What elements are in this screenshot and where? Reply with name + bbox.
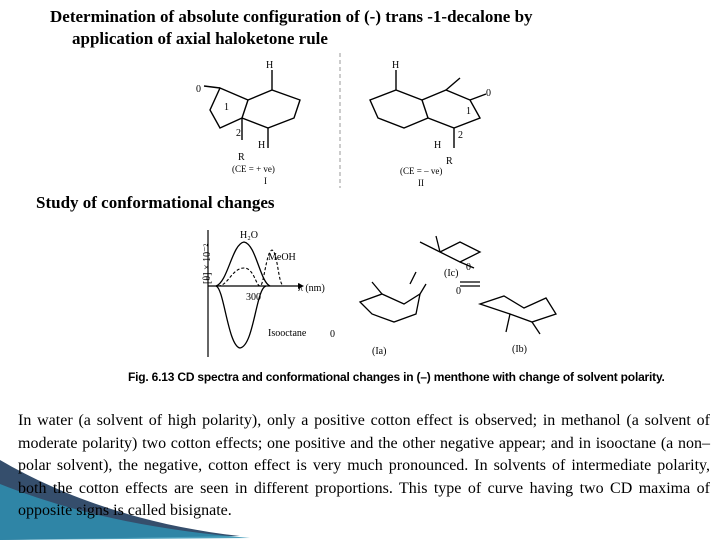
ic-o-label: 0 bbox=[466, 262, 471, 273]
ia-o-label: 0 bbox=[330, 329, 335, 340]
isooctane-label: Isooctane bbox=[268, 328, 307, 339]
decalone-structures-figure bbox=[190, 48, 510, 193]
cd-spectra-figure bbox=[120, 222, 620, 367]
title-line-2: application of axial haloketone rule bbox=[72, 29, 328, 48]
struct1-id-label: I bbox=[264, 176, 267, 186]
struct2-o-label: 0 bbox=[486, 88, 491, 99]
title-line-1: Determination of absolute configuration of (-) trans -1-decalone by bbox=[50, 7, 533, 26]
tick-300-label: 300 bbox=[246, 292, 261, 303]
struct1-ce-label: (CE = + ve) bbox=[232, 164, 275, 174]
ic-label: (Ic) bbox=[444, 268, 459, 279]
struct2-h-top-label: H bbox=[392, 60, 400, 71]
figure-caption: Fig. 6.13 CD spectra and conformational changes in (–) menthone with change of solvent polarity. bbox=[128, 370, 665, 384]
conformer-structures bbox=[360, 236, 556, 334]
ib-o-label: 0 bbox=[456, 286, 461, 297]
struct1-c1-label: 1 bbox=[224, 102, 229, 113]
struct1-c2-label: 2 bbox=[236, 128, 241, 139]
y-axis-label: [θ] × 10⁻² bbox=[202, 243, 213, 284]
struct1-r-label: R bbox=[238, 152, 245, 163]
struct2-r-label: R bbox=[446, 156, 453, 167]
structure-i bbox=[204, 70, 300, 148]
section-heading: Study of conformational changes bbox=[36, 193, 275, 212]
struct2-ce-label: (CE = – ve) bbox=[400, 166, 443, 176]
struct2-c2-label: 2 bbox=[458, 130, 463, 141]
struct1-h-top-label: H bbox=[266, 60, 274, 71]
struct2-id-label: II bbox=[418, 178, 424, 188]
meoh-label: MeOH bbox=[268, 252, 296, 263]
x-axis-label: λ (nm) bbox=[298, 283, 325, 294]
body-paragraph: In water (a solvent of high polarity), only a positive cotton effect is observed; in methanol (a solvent of moderate polarity) two cotton effects; one positive and the other negative appear; and in isooctane (a non–polar solvent), the negative, cotton effect is very much pronounced. In solvents of intermediate polarity, both the cotton effects are seen in different proportions. This type of curve having two CD maxima of opposite signs is called bisignate. bbox=[18, 412, 710, 519]
h2o-label: H₂O bbox=[240, 230, 258, 241]
ib-label: (Ib) bbox=[512, 344, 527, 355]
struct2-h-bottom-label: H bbox=[434, 140, 442, 151]
cd-spectrum-plot bbox=[202, 230, 325, 357]
struct1-h-bottom-label: H bbox=[258, 140, 266, 151]
struct1-o-label: 0 bbox=[196, 84, 201, 95]
h2o-curve bbox=[216, 242, 270, 286]
page-title bbox=[50, 6, 690, 50]
struct2-c1-label: 1 bbox=[466, 106, 471, 117]
ia-label: (Ia) bbox=[372, 346, 387, 357]
